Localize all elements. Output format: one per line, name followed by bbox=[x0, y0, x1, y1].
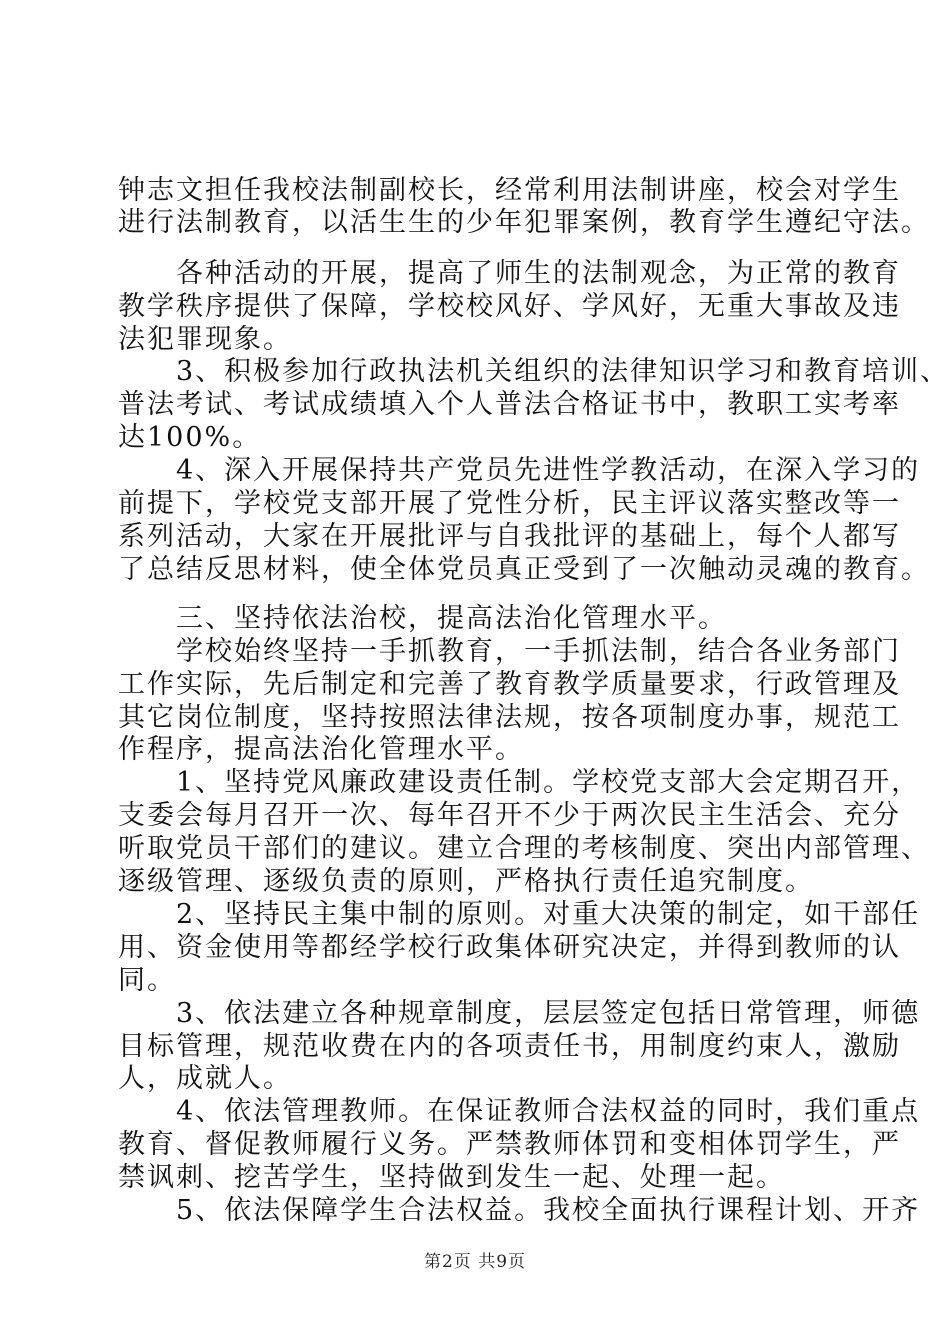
text-line: 工作实际，先后制定和完善了教育教学质量要求，行政管理及 bbox=[118, 668, 901, 700]
text-line: 支委会每月召开一次、每年召开不少于两次民主生活会、充分 bbox=[118, 800, 901, 832]
text-line: 达100%。 bbox=[118, 422, 262, 454]
text-line: 各种活动的开展，提高了师生的法制观念，为正常的教育 bbox=[118, 257, 901, 289]
text-line: 法犯罪现象。 bbox=[118, 323, 292, 355]
text-line: 听取党员干部们的建议。建立合理的考核制度、突出内部管理、 bbox=[118, 833, 930, 865]
text-line: 人，成就人。 bbox=[118, 1063, 292, 1095]
text-line: 钟志文担任我校法制副校长，经常利用法制讲座，校会对学生 bbox=[118, 175, 901, 206]
text-line: 1、坚持党风廉政建设责任制。学校党支部大会定期召开， bbox=[118, 767, 921, 799]
text-line: 4、依法管理教师。在保证教师合法权益的同时，我们重点 bbox=[118, 1096, 921, 1128]
section-heading: 三、坚持依法治校，提高法治化管理水平。 bbox=[118, 602, 727, 634]
text-line: 作程序，提高法治化管理水平。 bbox=[118, 734, 524, 766]
text-line: 目标管理，规范收费在内的各项责任书，用制度约束人，激励 bbox=[118, 1030, 901, 1062]
text-line: 前提下，学校党支部开展了党性分析，民主评议落实整改等一 bbox=[118, 488, 901, 519]
text-line: 了总结反思材料，使全体党员真正受到了一次触动灵魂的教育。 bbox=[118, 553, 930, 585]
text-line: 学校始终坚持一手抓教育，一手抓法制，结合各业务部门 bbox=[118, 635, 901, 667]
text-line: 普法考试、考试成绩填入个人普法合格证书中，教职工实考率 bbox=[118, 389, 901, 421]
text-line: 禁讽刺、挖苦学生，坚持做到发生一起、处理一起。 bbox=[118, 1162, 785, 1194]
text-line: 同。 bbox=[118, 964, 176, 996]
text-line: 系列活动，大家在开展批评与自我批评的基础上，每个人都写 bbox=[118, 520, 901, 552]
text-line: 教学秩序提供了保障，学校校风好、学风好，无重大事故及违 bbox=[118, 290, 901, 322]
text-line: 3、依法建立各种规章制度，层层签定包括日常管理，师德 bbox=[118, 997, 921, 1029]
text-line: 逐级管理、逐级负责的原则，严格执行责任追究制度。 bbox=[118, 866, 814, 897]
text-line: 进行法制教育，以活生生的少年犯罪案例，教育学生遵纪守法。 bbox=[118, 207, 930, 238]
page-number-footer: 第2页 共9页 bbox=[423, 1252, 527, 1272]
text-line: 用、资金使用等都经学校行政集体研究决定，并得到教师的认 bbox=[118, 931, 901, 963]
text-line: 4、深入开展保持共产党员先进性学教活动，在深入学习的 bbox=[118, 455, 921, 487]
text-line: 其它岗位制度，坚持按照法律法规，按各项制度办事，规范工 bbox=[118, 701, 901, 733]
text-line: 教育、督促教师履行义务。严禁教师体罚和变相体罚学生，严 bbox=[118, 1129, 901, 1161]
text-line: 5、依法保障学生合法权益。我校全面执行课程计划、开齐 bbox=[118, 1195, 921, 1226]
text-line: 3、积极参加行政执法机关组织的法律知识学习和教育培训、 bbox=[118, 356, 950, 388]
text-line: 2、坚持民主集中制的原则。对重大决策的制定，如干部任 bbox=[118, 898, 921, 930]
